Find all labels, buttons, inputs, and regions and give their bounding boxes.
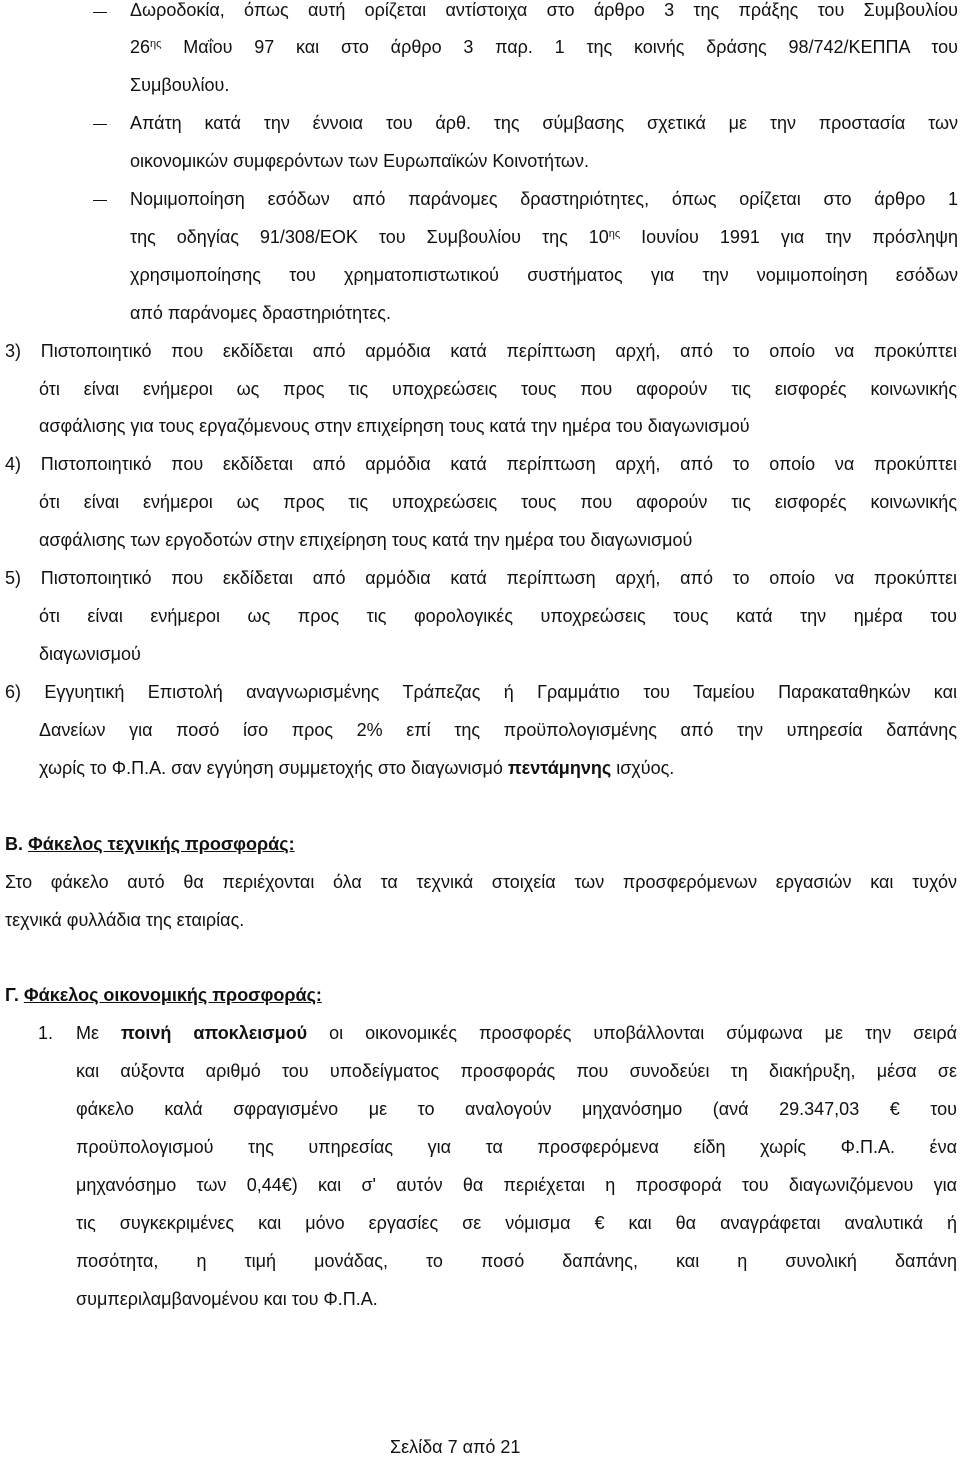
section-g-line-5: μηχανόσημο των 0,44€) και σ' αυτόν θα περιέχεται η προσφορά του διαγωνιζόμενου για [76,1175,957,1195]
bullet-3-line-4: από παράνομες δραστηριότητες. [130,303,391,323]
section-g-line-2: και αύξοντα αριθμό του υποδείγματος προσφοράς που συνοδεύει τη διακήρυξη, μέσα σε [76,1061,957,1081]
item-5-line-2: ότι είναι ενήμεροι ως προς τις φορολογικές υποχρεώσεις τους κατά την ημέρα του [39,606,957,626]
section-g-line-6: τις συγκεκριμένες και μόνο εργασίες σε νόμισμα € και θα αναγράφεται αναλυτικά ή [76,1213,957,1233]
item-3-line-1: 3) Πιστοποιητικό που εκδίδεται από αρμόδια κατά περίπτωση αρχή, από το οποίο να προκύπτει [5,341,957,361]
item-4-line-3: ασφάλισης των εργοδοτών στην επιχείρηση τους κατά την ημέρα του διαγωνισμού [39,530,693,550]
item-4-line-1: 4) Πιστοποιητικό που εκδίδεται από αρμόδια κατά περίπτωση αρχή, από το οποίο να προκύπτει [5,454,957,474]
item-3-line-2: ότι είναι ενήμεροι ως προς τις υποχρεώσεις τους που αφορούν τις εισφορές κοινωνικής [39,379,957,399]
bullet-1-line-1: Δωροδοκία, όπως αυτή ορίζεται αντίστοιχα στο άρθρο 3 της πράξης του Συμβουλίου [130,0,958,20]
item-4-line-2: ότι είναι ενήμεροι ως προς τις υποχρεώσεις τους που αφορούν τις εισφορές κοινωνικής [39,492,957,512]
item-6-line-3: χωρίς το Φ.Π.Α. σαν εγγύηση συμμετοχής στο διαγωνισμό πεντάμηνης ισχύος. [39,758,675,778]
bullet-1-line-2: $26^{\eta\varsigma}$ Μαΐου 97 και στο άρθρο 3 παρ. 1 της κοινής δράσης 98/742/ΚΕΠΠΑ του [130,37,958,57]
section-g-line-1: Με ποινή αποκλεισμού οι οικονομικές προσφορές υποβάλλονται σύμφωνα με την σειρά [76,1023,958,1043]
item-3-line-3: ασφάλισης για τους εργαζόμενους στην επιχείρηση τους κατά την ημέρα του διαγωνισμού [39,416,750,436]
item-6-line-2: Δανείων για ποσό ίσο προς 2% επί της προϋπολογισμένης από την υπηρεσία δαπάνης [39,720,957,740]
item-5-line-1: 5) Πιστοποιητικό που εκδίδεται από αρμόδια κατά περίπτωση αρχή, από το οποίο να προκύπτει [5,568,957,588]
bold-penalty: ποινή αποκλεισμού [121,1023,308,1043]
dash-bullet [93,12,107,13]
item-6-line-1: 6) Εγγυητική Επιστολή αναγνωρισμένης Τράπεζας ή Γραμμάτιο του Ταμείου Παρακαταθηκών και [5,682,957,702]
bold-duration: πεντάμηνης [507,758,612,778]
bullet-1-line-3: Συμβουλίου. [130,75,230,95]
dash-bullet [93,200,107,201]
section-b-line-1: Στο φάκελο αυτό θα περιέχονται όλα τα τεχνικά στοιχεία των προσφερόμενων εργασιών και τυχόν [5,872,957,892]
bullet-2-line-1: Απάτη κατά την έννοια του άρθ. της σύμβασης σχετικά με την προστασία των [130,113,958,133]
bullet-3-line-3: χρησιμοποίησης του χρηματοπιστωτικού συστήματος για την νομιμοποίηση εσόδων [130,265,958,285]
item-5-line-3: διαγωνισμού [39,644,141,664]
section-g-line-4: προϋπολογισμού της υπηρεσίας για τα προσφερόμενα είδη χωρίς Φ.Π.Α. ένα [76,1137,957,1157]
section-g-heading: Γ. Φάκελος οικονομικής προσφοράς: [5,985,322,1005]
bullet-2-line-2: οικονομικών συμφερόντων των Ευρωπαϊκών Κοινοτήτων. [130,151,589,171]
section-g-line-3: φάκελο καλά σφραγισμένο με το αναλογούν μηχανόσημο (ανά 29.347,03 € του [76,1099,957,1119]
bullet-3-line-2: της οδηγίας 91/308/ΕΟΚ του Συμβουλίου της $10^{\eta\varsigma}$ Ιουνίου 1991 για την πρόσληψη [130,227,958,247]
dash-bullet [93,124,107,125]
section-g-line-7: ποσότητα, η τιμή μονάδας, το ποσό δαπάνης, και η συνολική δαπάνη [76,1251,957,1271]
page-number-footer: Σελίδα 7 από 21 [390,1437,521,1457]
section-g-line-8: συμπεριλαμβανομένου και του Φ.Π.Α. [76,1289,378,1309]
section-b-heading: Β. Φάκελος τεχνικής προσφοράς: [5,834,295,854]
section-b-line-2: τεχνικά φυλλάδια της εταιρίας. [5,910,245,930]
bullet-3-line-1: Νομιμοποίηση εσόδων από παράνομες δραστηριότητες, όπως ορίζεται στο άρθρο 1 [130,189,958,209]
section-g-item-number: 1. [38,1023,54,1043]
